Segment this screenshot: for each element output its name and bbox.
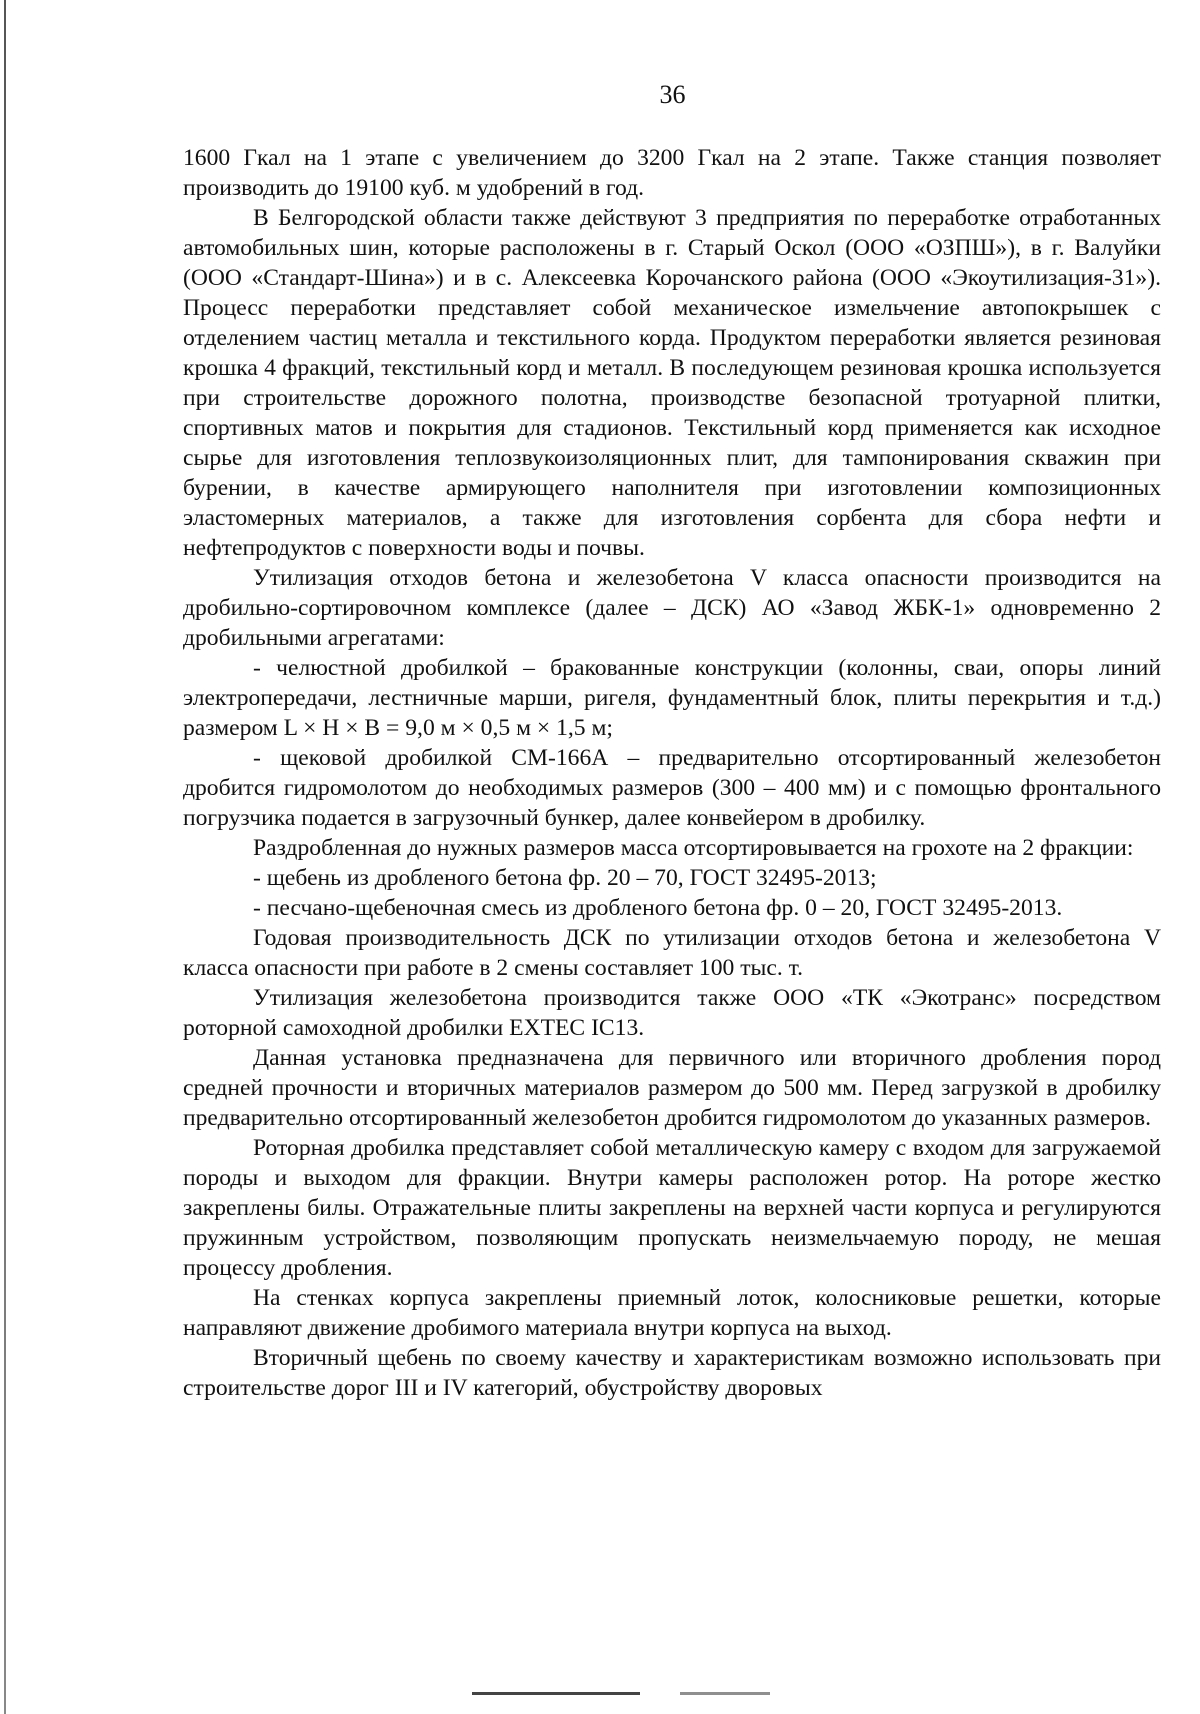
paragraph-12: Роторная дробилка представляет собой металлическую камеру с входом для загружаемой породы и выходом для фракции. Внутри камеры расположен ротор. На роторе жестко закреплены билы. Отражательные плиты закреплены на верхней части корпуса и регулируются пружинным устройством, позволяющим пропускать неизмельчаемую породу, не мешая процессу дробления. [183, 1135, 1161, 1281]
scan-artifact [680, 1692, 770, 1695]
paragraph-11: Данная установка предназначена для первичного или вторичного дробления пород средней прочности и вторичных материалов размером до 500 мм. Перед загрузкой в дробилку предварительно отсортированный железобетон дробится гидромолотом до указанных размеров. [183, 1045, 1161, 1131]
paragraph-10: Утилизация железобетона производится также ООО «ТК «Экотранс» посредством роторной самоходной дробилки EXTEC IC13. [183, 985, 1161, 1041]
paragraph-9: Годовая производительность ДСК по утилизации отходов бетона и железобетона V класса опасности при работе в 2 смены составляет 100 тыс. т. [183, 925, 1161, 981]
paragraph-14: Вторичный щебень по своему качеству и характеристикам возможно использовать при строительстве дорог III и IV категорий, обустройству дворовых [183, 1345, 1161, 1401]
paragraph-1: 1600 Гкал на 1 этапе с увеличением до 3200 Гкал на 2 этапе. Также станция позволяет производить до 19100 куб. м удобрений в год. [183, 145, 1161, 201]
paragraph-6: Раздробленная до нужных размеров масса отсортировывается на грохоте на 2 фракции: [253, 835, 1134, 861]
page-number: 36 [659, 80, 686, 109]
scan-left-edge [4, 0, 6, 1714]
paragraph-13: На стенках корпуса закреплены приемный лоток, колосниковые решетки, которые направляют движение дробимого материала внутри корпуса на выход. [183, 1285, 1161, 1341]
paragraph-3: Утилизация отходов бетона и железобетона V класса опасности производится на дробильно-сортировочном комплексе (далее – ДСК) АО «Завод ЖБК-1» одновременно 2 дробильными агрегатами: [183, 565, 1161, 651]
document-body [183, 143, 1161, 1403]
list-item-fraction-1: - щебень из дробленого бетона фр. 20 – 70, ГОСТ 32495-2013; [253, 865, 877, 891]
list-item-fraction-2: - песчано-щебеночная смесь из дробленого бетона фр. 0 – 20, ГОСТ 32495-2013. [253, 895, 1063, 921]
list-item-cheek-crusher: - щековой дробилкой СМ-166А – предварительно отсортированный железобетон дробится гидромолотом до необходимых размеров (300 – 400 мм) и с помощью фронтального погрузчика подается в загрузочный бункер, далее конвейером в дробилку. [183, 745, 1161, 831]
list-item-jaw-crusher: - челюстной дробилкой – бракованные конструкции (колонны, сваи, опоры линий электропередачи, лестничные марши, ригеля, фундаментный блок, плиты перекрытия и т.д.) размером L × H × B = 9,0 м × 0,5 м × 1,5 м; [183, 655, 1161, 741]
paragraph-2: В Белгородской области также действуют 3 предприятия по переработке отработанных автомобильных шин, которые расположены в г. Старый Оскол (ООО «ОЗПШ»), в г. Валуйки (ООО «Стандарт-Шина») и в с. Алексеевка Корочанского района (ООО «Экоутилизация-31»). Процесс переработки представляет собой механическое измельчение автопокрышек с отделением частиц металла и текстильного корда. Продуктом переработки является резиновая крошка 4 фракций, текстильный корд и металл. В последующем резиновая крошка используется при строительстве дорожного полотна, производстве безопасной тротуарной плитки, спортивных матов и покрытия для стадионов. Текстильный корд применяется как исходное сырье для изготовления теплозвукоизоляционных плит, для тампонирования скважин при бурении, в качестве армирующего наполнителя при изготовлении композиционных эластомерных материалов, а также для изготовления сорбента для сбора нефти и нефтепродуктов с поверхности воды и почвы. [183, 205, 1161, 561]
scan-artifact [472, 1692, 640, 1695]
